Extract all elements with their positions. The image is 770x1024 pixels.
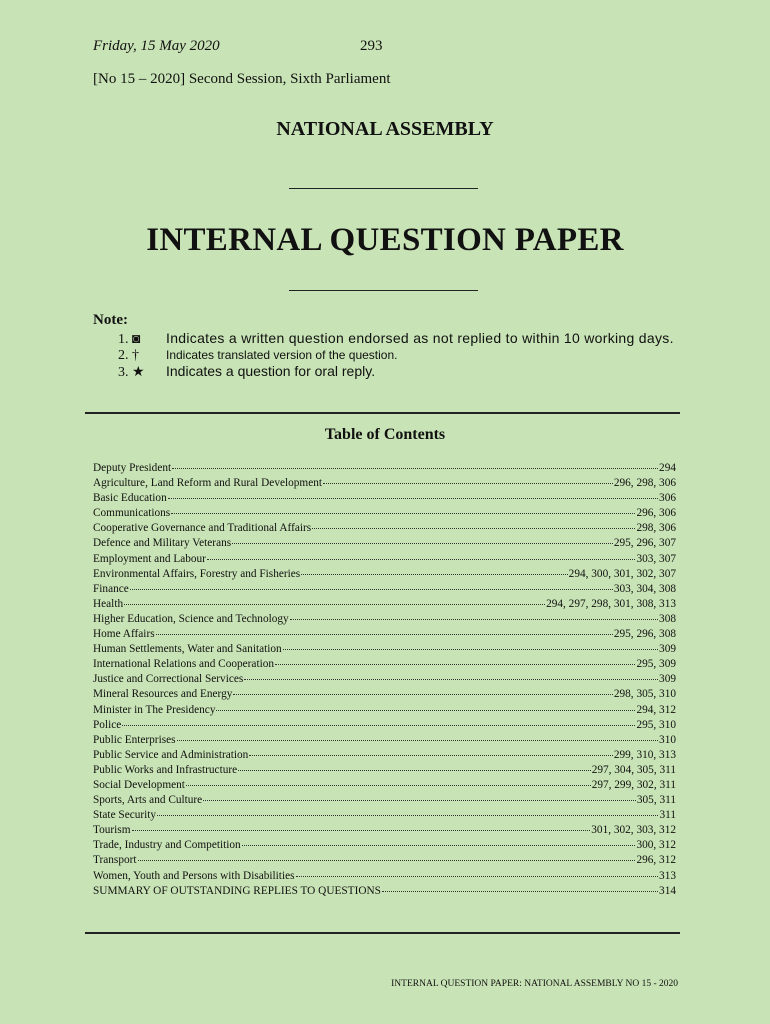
toc-entry-pages: 295, 309	[636, 658, 676, 671]
toc-leader-dots	[233, 694, 612, 695]
toc-entry[interactable]	[93, 748, 676, 763]
toc-leader-dots	[177, 740, 659, 741]
toc-entry[interactable]	[93, 627, 676, 642]
toc-entry-label: Tourism	[93, 824, 131, 837]
note-number: 3. ★	[118, 365, 145, 380]
toc-entry-pages: 295, 310	[636, 718, 676, 731]
toc-entry-pages: 298, 305, 310	[613, 688, 676, 701]
toc-entry[interactable]	[93, 808, 676, 823]
toc-entry-label: International Relations and Cooperation	[93, 658, 275, 671]
toc-entry[interactable]	[93, 793, 676, 808]
toc-entry[interactable]	[93, 642, 676, 657]
toc-entry[interactable]	[93, 491, 676, 506]
footer-text: INTERNAL QUESTION PAPER: NATIONAL ASSEMBLY NO 15 - 2020	[391, 979, 678, 989]
page-number: 293	[360, 38, 383, 54]
toc-entry[interactable]	[93, 612, 676, 627]
toc-entry-pages: 295, 296, 307	[613, 537, 676, 550]
toc-entry-pages: 308	[659, 612, 676, 625]
toc-entry[interactable]	[93, 838, 676, 853]
toc-entry-label: Defence and Military Veterans	[93, 537, 232, 550]
toc-entry-pages: 294, 297, 298, 301, 308, 313	[546, 597, 676, 610]
toc-entry[interactable]	[93, 567, 676, 582]
toc-entry-pages: 295, 296, 308	[613, 628, 676, 641]
toc-entry-pages: 306	[659, 492, 676, 505]
toc-leader-dots	[168, 498, 658, 499]
toc-leader-dots	[244, 679, 658, 680]
note-item	[118, 363, 375, 381]
toc-entry-label: Finance	[93, 582, 129, 595]
toc-entry[interactable]	[93, 552, 676, 567]
toc-leader-dots	[275, 664, 635, 665]
toc-entry-label: Health	[93, 597, 124, 610]
toc-entry-pages: 296, 306	[636, 507, 676, 520]
toc-entry[interactable]	[93, 582, 676, 597]
toc-leader-dots	[138, 860, 636, 861]
toc-leader-dots	[290, 619, 658, 620]
table-of-contents	[93, 461, 676, 899]
toc-entry-pages: 300, 312	[636, 839, 676, 852]
toc-entry-label: State Security	[93, 809, 157, 822]
page-title: INTERNAL QUESTION PAPER	[146, 222, 624, 258]
toc-entry-pages: 309	[659, 673, 676, 686]
toc-entry-label: Public Service and Administration	[93, 748, 249, 761]
toc-entry-pages: 299, 310, 313	[613, 748, 676, 761]
toc-entry[interactable]	[93, 461, 676, 476]
toc-entry-pages: 314	[659, 884, 676, 897]
toc-entry-pages: 297, 304, 305, 311	[591, 763, 676, 776]
assembly-heading: NATIONAL ASSEMBLY	[276, 118, 494, 140]
header-date: Friday, 15 May 2020	[93, 38, 220, 54]
toc-entry[interactable]	[93, 476, 676, 491]
toc-entry-label: SUMMARY OF OUTSTANDING REPLIES TO QUESTIONS	[93, 884, 381, 897]
toc-leader-dots	[242, 845, 636, 846]
toc-entry[interactable]	[93, 597, 676, 612]
toc-entry-pages: 309	[659, 643, 676, 656]
toc-leader-dots	[203, 800, 636, 801]
note-item	[118, 348, 397, 364]
toc-leader-dots	[216, 710, 635, 711]
toc-leader-dots	[323, 483, 613, 484]
toc-entry-label: Higher Education, Science and Technology	[93, 612, 289, 625]
toc-entry-pages: 298, 306	[636, 522, 676, 535]
toc-entry-pages: 313	[659, 869, 676, 882]
toc-entry-label: Deputy President	[93, 462, 172, 474]
toc-leader-dots	[186, 785, 591, 786]
toc-entry[interactable]	[93, 853, 676, 868]
toc-entry-pages: 297, 299, 302, 311	[591, 778, 676, 791]
toc-entry[interactable]	[93, 763, 676, 778]
toc-leader-dots	[132, 830, 591, 831]
toc-entry[interactable]	[93, 521, 676, 536]
toc-entry[interactable]	[93, 884, 676, 899]
toc-entry-label: Police	[93, 718, 122, 731]
toc-leader-dots	[312, 528, 635, 529]
section-divider	[85, 412, 680, 414]
toc-leader-dots	[238, 770, 591, 771]
session-line: [No 15 – 2020] Second Session, Sixth Parliament	[93, 71, 391, 87]
toc-entry[interactable]	[93, 869, 676, 884]
divider-bottom	[289, 290, 478, 291]
toc-entry-label: Cooperative Governance and Traditional Affairs	[93, 522, 312, 535]
toc-entry-label: Social Development	[93, 778, 185, 791]
toc-entry-label: Public Works and Infrastructure	[93, 763, 238, 776]
toc-entry-pages: 311	[659, 809, 676, 822]
toc-entry-label: Trade, Industry and Competition	[93, 839, 241, 852]
toc-leader-dots	[130, 589, 613, 590]
toc-entry-label: Human Settlements, Water and Sanitation	[93, 643, 282, 656]
toc-entry[interactable]	[93, 823, 676, 838]
toc-entry[interactable]	[93, 536, 676, 551]
note-number: 2. †	[118, 348, 139, 363]
toc-title: Table of Contents	[324, 426, 446, 443]
toc-leader-dots	[124, 604, 545, 605]
toc-leader-dots	[296, 876, 659, 877]
toc-entry[interactable]	[93, 657, 676, 672]
section-divider-bottom	[85, 932, 680, 934]
toc-entry-label: Environmental Affairs, Forestry and Fisheries	[93, 567, 301, 580]
toc-entry-pages: 294	[659, 462, 676, 474]
toc-leader-dots	[122, 725, 635, 726]
toc-entry-pages: 296, 312	[636, 854, 676, 867]
note-text: Indicates translated version of the question.	[166, 348, 398, 362]
toc-entry-pages: 310	[659, 733, 676, 746]
note-number: 1. ◙	[118, 332, 141, 347]
toc-entry-pages: 294, 300, 301, 302, 307	[568, 567, 676, 580]
toc-entry[interactable]	[93, 778, 676, 793]
note-label: Note:	[93, 312, 128, 328]
toc-entry[interactable]	[93, 687, 676, 702]
toc-entry-label: Mineral Resources and Energy	[93, 688, 233, 701]
toc-entry-label: Agriculture, Land Reform and Rural Development	[93, 477, 323, 490]
toc-leader-dots	[156, 634, 613, 635]
toc-entry-label: Home Affairs	[93, 628, 155, 641]
toc-entry-label: Communications	[93, 507, 171, 520]
toc-entry-label: Employment and Labour	[93, 552, 206, 565]
toc-entry-pages: 301, 302, 303, 312	[591, 824, 676, 837]
toc-leader-dots	[249, 755, 613, 756]
toc-entry-label: Minister in The Presidency	[93, 703, 216, 716]
toc-leader-dots	[232, 543, 613, 544]
toc-entry[interactable]	[93, 672, 676, 687]
toc-leader-dots	[283, 649, 658, 650]
toc-leader-dots	[382, 891, 658, 892]
toc-leader-dots	[157, 815, 658, 816]
toc-entry-label: Public Enterprises	[93, 733, 176, 746]
toc-entry-pages: 296, 298, 306	[613, 477, 676, 490]
toc-leader-dots	[301, 574, 567, 575]
toc-leader-dots	[207, 559, 636, 560]
toc-entry[interactable]	[93, 506, 676, 521]
toc-entry-pages: 303, 307	[636, 552, 676, 565]
toc-entry-label: Women, Youth and Persons with Disabilities	[93, 869, 295, 882]
toc-entry-label: Sports, Arts and Culture	[93, 794, 203, 807]
toc-entry-label: Basic Education	[93, 492, 167, 505]
toc-entry-label: Justice and Correctional Services	[93, 673, 244, 686]
toc-entry-label: Transport	[93, 854, 137, 867]
toc-entry-pages: 305, 311	[636, 794, 676, 807]
toc-entry[interactable]	[93, 718, 676, 733]
note-item	[118, 330, 674, 348]
note-text: Indicates a question for oral reply.	[166, 363, 376, 379]
divider-top	[289, 188, 478, 189]
toc-entry[interactable]	[93, 733, 676, 748]
toc-leader-dots	[172, 468, 658, 469]
toc-entry-pages: 303, 304, 308	[613, 582, 676, 595]
toc-entry[interactable]	[93, 703, 676, 718]
toc-leader-dots	[171, 513, 635, 514]
note-text: Indicates a written question endorsed as not replied to within 10 working days.	[166, 330, 674, 346]
toc-entry-pages: 294, 312	[636, 703, 676, 716]
